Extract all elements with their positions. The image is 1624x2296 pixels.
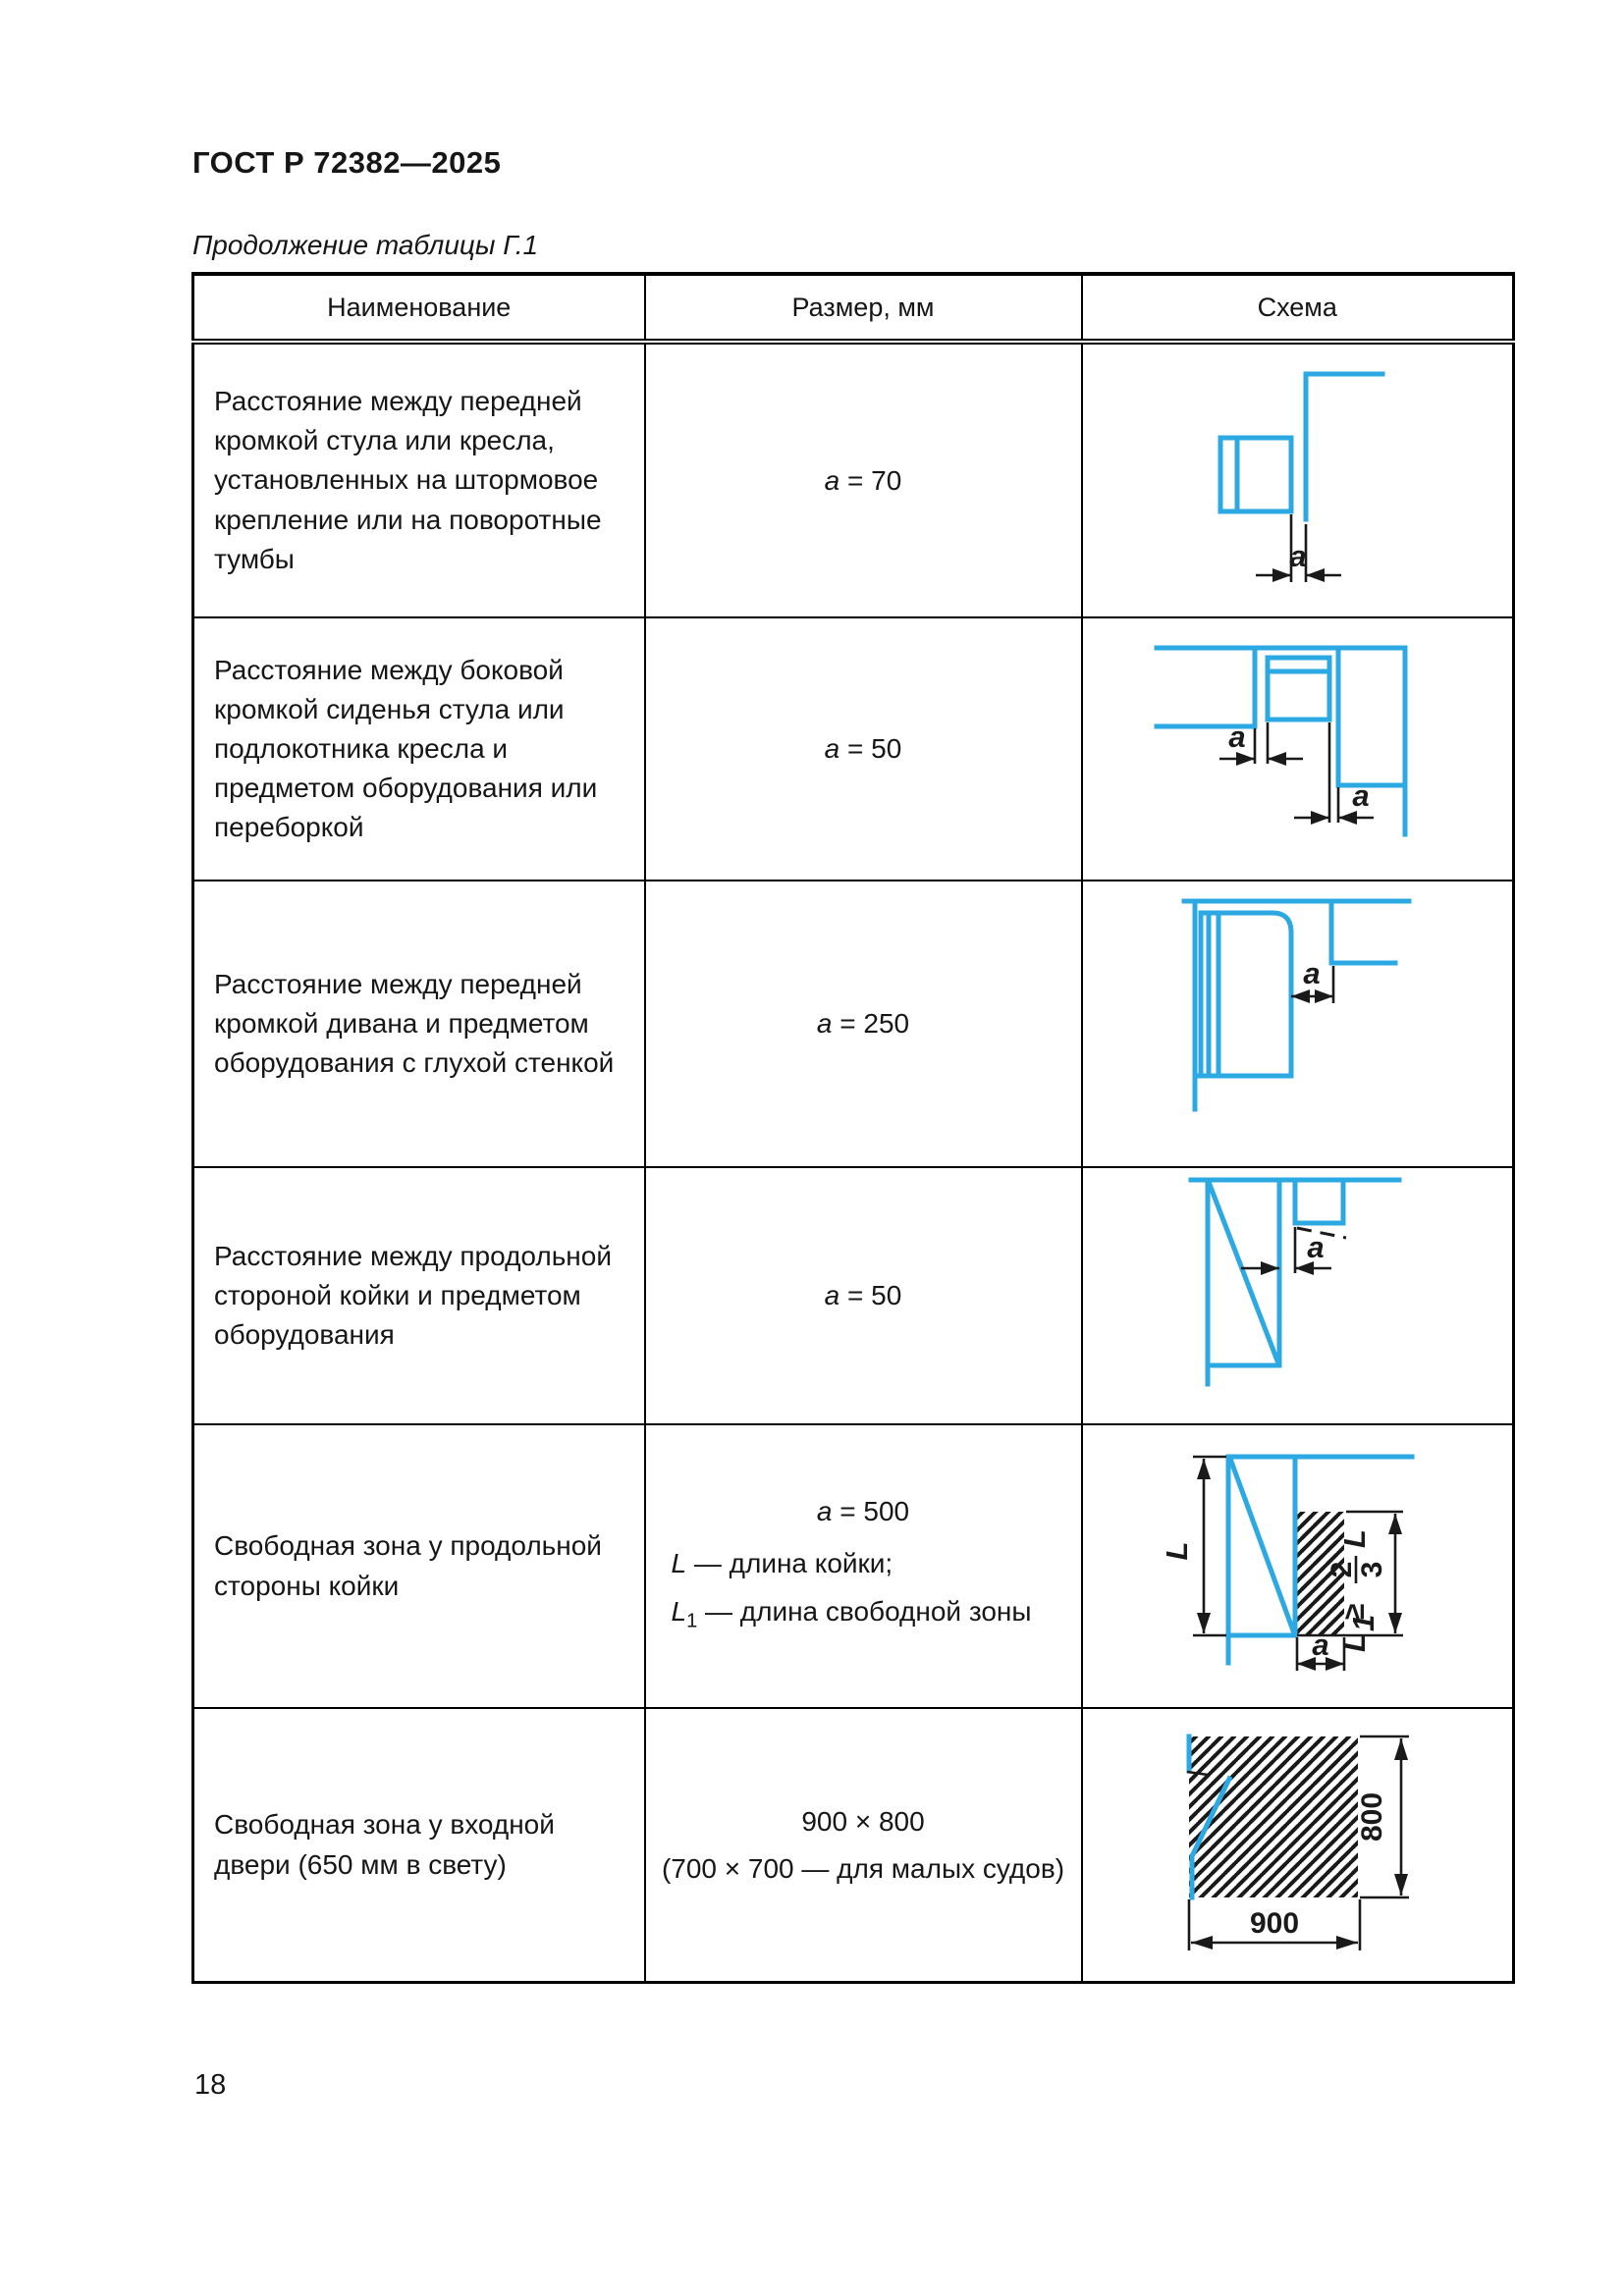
svg-text:800: 800 bbox=[1355, 1791, 1388, 1842]
table-row bbox=[193, 617, 1514, 881]
row-name-cell: Расстояние между передней кромкой дивана и предметом оборудования с глухой стенкой bbox=[193, 881, 645, 1167]
equipment-outline bbox=[1338, 648, 1405, 834]
size-value-line1: 900 × 800 bbox=[801, 1805, 925, 1837]
row-scheme-cell bbox=[1082, 1708, 1514, 1983]
svg-text:900: 900 bbox=[1249, 1907, 1299, 1940]
berth-diagonal bbox=[1230, 1459, 1294, 1633]
svg-text:L: L bbox=[1336, 1529, 1372, 1548]
column-header-scheme: Схема bbox=[1082, 274, 1514, 342]
table-row bbox=[193, 881, 1514, 1167]
size-variable: a bbox=[824, 464, 840, 496]
size-legend-line bbox=[656, 1589, 1071, 1637]
row-size-cell bbox=[645, 1167, 1082, 1424]
row-scheme-cell bbox=[1082, 881, 1514, 1167]
row-scheme-cell bbox=[1082, 1167, 1514, 1424]
legend-variable: L bbox=[671, 1595, 687, 1627]
row-size-cell bbox=[645, 342, 1082, 617]
dimension-800 bbox=[1356, 1736, 1409, 1897]
free-zone-hatch-area bbox=[1189, 1736, 1358, 1897]
table-edge bbox=[1306, 374, 1382, 519]
svg-text:a: a bbox=[1311, 1628, 1329, 1662]
scheme-chair-top-view-drawing bbox=[1083, 618, 1515, 875]
row-name-cell: Расстояние между передней кромкой стула или кресла, установленных на штормовое крепление или на поворотные тумбы bbox=[193, 342, 645, 617]
svg-text:a: a bbox=[1288, 539, 1307, 573]
column-header-size: Размер, мм bbox=[645, 274, 1082, 342]
row-size-cell bbox=[645, 617, 1082, 881]
document-code: ГОСТ Р 72382—2025 bbox=[192, 145, 502, 180]
svg-text:L: L bbox=[1336, 1633, 1372, 1652]
svg-text:a: a bbox=[1302, 956, 1321, 990]
equipment-blunt-wall bbox=[1331, 901, 1395, 963]
svg-text:a: a bbox=[1306, 1230, 1325, 1264]
row-scheme-cell bbox=[1082, 342, 1514, 617]
size-value: = 250 bbox=[832, 1008, 910, 1039]
berth-diagonal bbox=[1209, 1182, 1278, 1363]
dimension-a bbox=[1241, 1227, 1331, 1275]
row-size-cell bbox=[645, 1708, 1082, 1983]
size-main-value bbox=[656, 1496, 1071, 1527]
column-header-name: Наименование bbox=[193, 274, 645, 342]
dimension-900 bbox=[1189, 1899, 1360, 1950]
scheme-door-free-zone-drawing bbox=[1083, 1709, 1515, 1976]
continuation-table bbox=[191, 272, 1515, 1984]
sofa-outline bbox=[1195, 913, 1291, 1076]
chair-outline bbox=[1220, 438, 1291, 511]
row-name-cell: Расстояние между боковой кромкой сиденья стула или подлокотника кресла и предметом оборудования или переборкой bbox=[193, 617, 645, 881]
table-caption: Продолжение таблицы Г.1 bbox=[192, 230, 539, 260]
row-size-cell bbox=[645, 881, 1082, 1167]
svg-text:2: 2 bbox=[1325, 1561, 1358, 1578]
size-variable: a bbox=[824, 1280, 840, 1310]
table-row bbox=[193, 1708, 1514, 1983]
legend-subscript: 1 bbox=[686, 1610, 698, 1632]
chair-outline bbox=[1268, 658, 1329, 720]
table-row bbox=[193, 1167, 1514, 1424]
table-row bbox=[193, 342, 1514, 617]
scheme-berth-top-view-drawing bbox=[1083, 1168, 1515, 1418]
scheme-chair-at-table-drawing bbox=[1083, 345, 1515, 612]
row-scheme-cell bbox=[1082, 1424, 1514, 1708]
dimension-a-left bbox=[1219, 720, 1303, 766]
size-legend-line bbox=[656, 1541, 1071, 1589]
svg-text:L: L bbox=[1159, 1541, 1194, 1561]
size-variable: a bbox=[824, 733, 840, 764]
size-variable: a bbox=[816, 1008, 833, 1039]
svg-text:≥: ≥ bbox=[1337, 1603, 1371, 1620]
svg-text:1: 1 bbox=[1345, 1614, 1380, 1631]
size-value: = 500 bbox=[832, 1495, 910, 1526]
row-size-cell bbox=[645, 1424, 1082, 1708]
svg-text:3: 3 bbox=[1355, 1561, 1388, 1578]
berth-outline bbox=[1208, 1180, 1279, 1384]
page-number: 18 bbox=[194, 2069, 227, 2101]
svg-text:a: a bbox=[1351, 778, 1370, 813]
svg-text:a: a bbox=[1227, 720, 1246, 754]
row-name-cell: Расстояние между продольной стороной койки и предметом оборудования bbox=[193, 1167, 645, 1424]
size-value: = 70 bbox=[839, 464, 902, 496]
dimension-a bbox=[1256, 514, 1341, 582]
dimension-a bbox=[1291, 956, 1333, 1003]
size-variable: a bbox=[816, 1495, 833, 1526]
equipment-outline bbox=[1295, 1180, 1343, 1223]
scheme-berth-free-zone-drawing bbox=[1083, 1425, 1515, 1702]
legend-variable: L bbox=[671, 1547, 687, 1578]
dimension-L bbox=[1160, 1457, 1226, 1635]
legend-text: — длина свободной зоны bbox=[697, 1595, 1032, 1627]
table-header-row bbox=[193, 274, 1514, 342]
scheme-sofa-top-view-drawing bbox=[1083, 881, 1515, 1161]
size-value-line2: (700 × 700 — для малых судов) bbox=[661, 1852, 1065, 1884]
legend-text: — длина койки; bbox=[686, 1547, 893, 1578]
row-name-cell: Свободная зона у входной двери (650 мм в свету) bbox=[193, 1708, 645, 1983]
size-value: = 50 bbox=[839, 733, 902, 764]
row-scheme-cell bbox=[1082, 617, 1514, 881]
size-value: = 50 bbox=[839, 1280, 902, 1310]
row-name-cell: Свободная зона у продольной стороны койки bbox=[193, 1424, 645, 1708]
table-row bbox=[193, 1424, 1514, 1708]
dimension-a-right bbox=[1294, 722, 1374, 825]
